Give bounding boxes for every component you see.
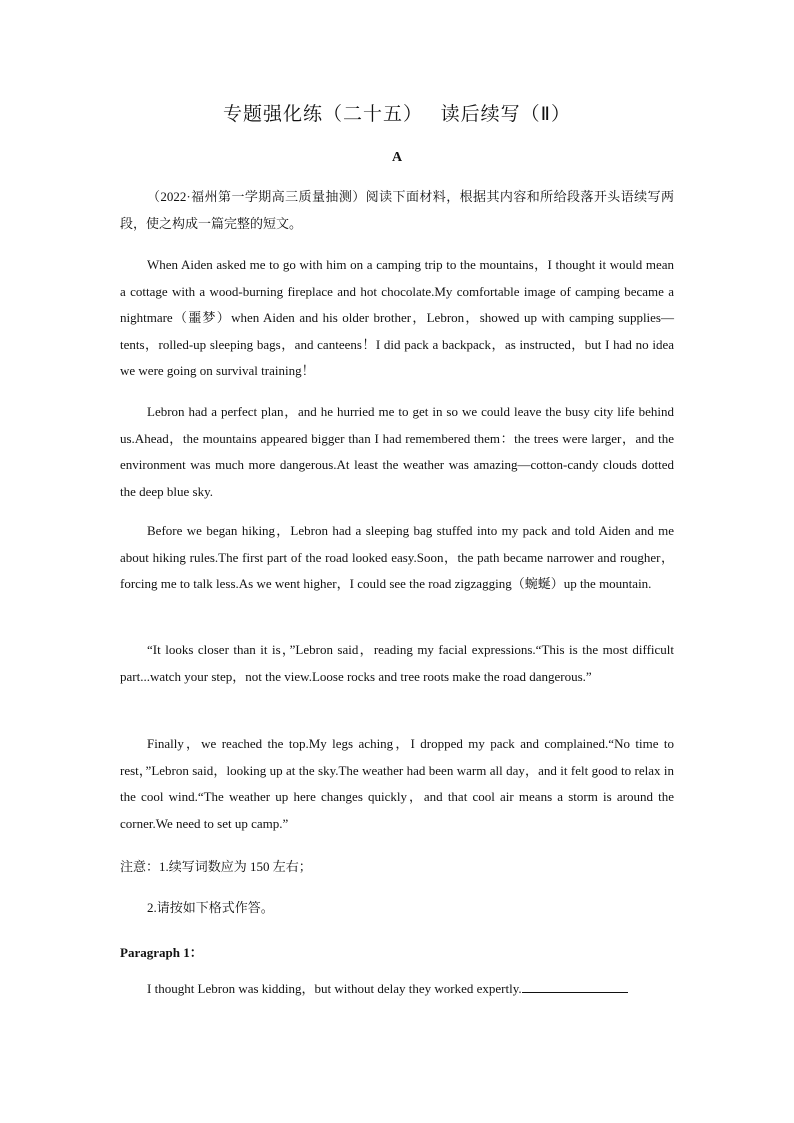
page-title: 专题强化练（二十五） 读后续写（Ⅱ）	[223, 103, 571, 125]
paragraph-1-heading: Paragraph 1：	[120, 945, 203, 960]
story-paragraph-5: Finally，we reached the top.My legs aching，I dropped my pack and complained.“No time to rest，”Lebron said，looking up at the sky.The weather had been warm all day，and it felt good to relax in the cool wind.“The weather up here changes quickly，and that cool air means a storm is around the corner.We need to set up camp.”	[120, 736, 674, 831]
story-paragraph-2: Lebron had a perfect plan，and he hurried me to get in so we could leave the busy city life behind us.Ahead，the mountains appeared bigger than I had remembered them：the trees were larger，and the environment was much more dangerous.At least the weather was amazing—cotton-candy clouds dotted the deep blue sky.	[120, 404, 674, 499]
paragraph-1-start	[147, 976, 628, 1003]
paragraph-1-start-text: I thought Lebron was kidding，but without delay they worked expertly.	[147, 981, 522, 996]
story-paragraph-3: Before we began hiking，Lebron had a sleeping bag stuffed into my pack and told Aiden and me about hiking rules.The first part of the road looked easy.Soon，the path became narrower and rougher，forcing me to talk less.As we went higher，I could see the road zigzagging（蜿蜒）up the mountain.	[120, 523, 675, 591]
answer-blank[interactable]	[522, 978, 628, 993]
intro-paragraph: （2022·福州第一学期高三质量抽测）阅读下面材料，根据其内容和所给段落开头语续写两段，使之构成一篇完整的短文。	[120, 189, 674, 231]
story-paragraph-4: “It looks closer than it is，”Lebron said，reading my facial expressions.“This is the most difficult part...watch your step，not the view.Loose rocks and tree roots make the road dangerous.”	[120, 642, 674, 684]
note-line-2: 2.请按如下格式作答。	[147, 900, 274, 915]
section-label: A	[391, 150, 403, 165]
note-line-1: 注意：1.续写词数应为 150 左右；	[120, 859, 312, 874]
story-paragraph-1: When Aiden asked me to go with him on a camping trip to the mountains，I thought it would mean a cottage with a wood-burning fireplace and hot chocolate.My comfortable image of camping became a nightmare（噩梦）when Aiden and his older brother，Lebron，showed up with camping supplies—tents，rolled-up sleeping bags，and canteens！I did pack a backpack，as instructed，but I had no idea we were going on survival training！	[120, 257, 674, 378]
